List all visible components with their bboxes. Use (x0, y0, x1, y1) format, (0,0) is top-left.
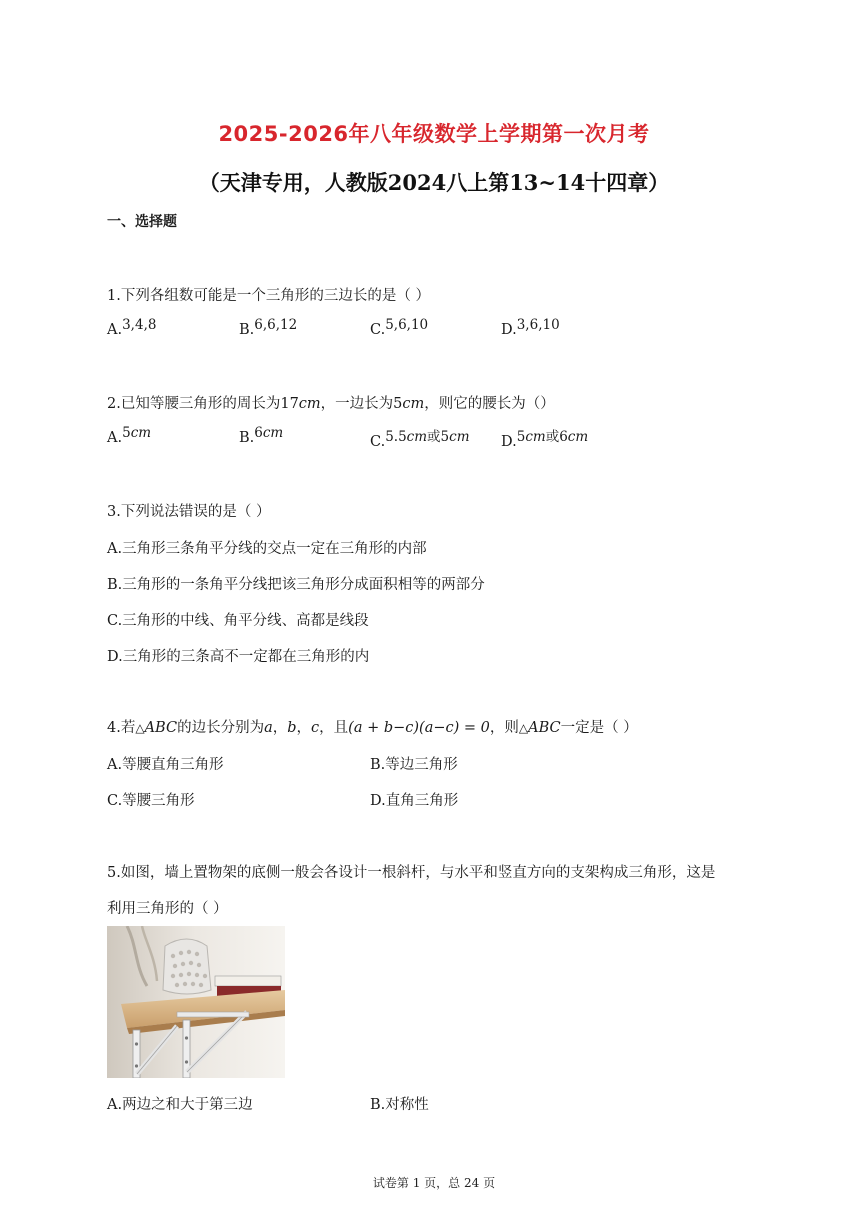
option-value: 5cm或6cm (516, 429, 589, 445)
q4-var-c: c (311, 720, 320, 736)
q4-triangle-name: ABC (528, 720, 561, 736)
triangle-symbol: △ (518, 721, 529, 735)
q2-side-value: 5 (393, 396, 403, 412)
q1-option-d[interactable] (501, 317, 560, 338)
question-1-stem: 1.下列各组数可能是一个三角形的三边长的是（ ） (107, 288, 430, 304)
option-value: 5.5cm或5cm (385, 429, 470, 445)
q2-unit: cm (298, 396, 321, 412)
option-label: C. (370, 434, 386, 450)
q2-option-a[interactable] (107, 425, 152, 446)
q4-option-d[interactable]: D.直角三角形 (370, 793, 459, 809)
q1-option-b[interactable] (239, 317, 298, 338)
q5-option-b[interactable]: B.对称性 (370, 1097, 429, 1113)
question-4-stem: 4.若△ABC的边长分别为a，b，c，且(a + b−c)(a−c) = 0，则△ABC一定是（ ） (107, 720, 638, 736)
q1-option-a[interactable] (107, 317, 157, 338)
q3-option-b[interactable]: B.三角形的一条角平分线把该三角形分成面积相等的两部分 (107, 577, 485, 593)
q3-option-d[interactable]: D.三角形的三条高不一定都在三角形的内 (107, 649, 370, 665)
option-label: C. (370, 322, 386, 338)
q4-triangle-name: ABC (144, 720, 178, 736)
q4-var-b: b (287, 720, 297, 736)
q4-option-c[interactable]: C.等腰三角形 (107, 793, 195, 809)
q4-text: 4.若 (107, 720, 136, 736)
q4-option-b[interactable]: B.等边三角形 (370, 757, 458, 773)
q2-option-d[interactable] (501, 430, 588, 450)
option-value: 6,6,12 (254, 317, 298, 333)
q2-text: ，则它的腰长为（） (424, 396, 555, 412)
q2-option-b[interactable] (239, 425, 284, 446)
option-label: B. (239, 322, 255, 338)
exam-title: 2025-2026年八年级数学上学期第一次月考 (218, 122, 650, 146)
q2-text: ，一边长为 (320, 396, 394, 412)
q5-option-a[interactable]: A.两边之和大于第三边 (107, 1097, 253, 1113)
option-label: D. (501, 322, 517, 338)
exam-subtitle: （天津专用，人教版2024八上第13~14十四章） (198, 170, 670, 195)
question-3-stem: 3.下列说法错误的是（ ） (107, 504, 271, 520)
q1-option-c[interactable] (370, 317, 429, 338)
option-value: 5cm (122, 425, 152, 441)
question-5-stem-line1: 5.如图，墙上置物架的底侧一般会各设计一根斜杆，与水平和竖直方向的支架构成三角形，这是 (107, 865, 716, 881)
section-heading: 一、选择题 (107, 214, 177, 230)
option-value: 3,4,8 (122, 317, 157, 333)
q4-text: ，则 (489, 720, 519, 736)
question-2-stem (107, 392, 555, 413)
option-label: A. (107, 322, 123, 338)
q4-var-a: a (264, 720, 273, 736)
triangle-symbol: △ (135, 721, 145, 735)
q2-perimeter-value: 17 (280, 396, 299, 412)
q3-option-a[interactable]: A.三角形三条角平分线的交点一定在三角形的内部 (107, 541, 427, 557)
option-value: 6cm (254, 425, 284, 441)
option-label: B. (239, 430, 255, 446)
q4-equation: (a + b−c)(a−c) = 0 (348, 720, 490, 736)
q4-text: ，且 (319, 720, 349, 736)
q4-option-a[interactable]: A.等腰直角三角形 (107, 757, 224, 773)
q2-option-c[interactable] (370, 430, 470, 450)
page-footer: 试卷第 1 页，总 24 页 (372, 1176, 496, 1190)
option-label: A. (107, 430, 123, 446)
question-5-stem-line2: 利用三角形的（ ） (107, 901, 228, 917)
q4-text: 的边长分别为 (177, 720, 265, 736)
q4-text: 一定是（ ） (560, 720, 638, 736)
option-value: 5,6,10 (385, 317, 429, 333)
option-value: 3,6,10 (516, 317, 560, 333)
q2-unit: cm (402, 396, 425, 412)
q3-option-c[interactable]: C.三角形的中线、角平分线、高都是线段 (107, 613, 369, 629)
shelf-bracket-photo (107, 926, 285, 1078)
option-label: D. (501, 434, 517, 450)
q2-text: 2.已知等腰三角形的周长为 (107, 396, 281, 412)
